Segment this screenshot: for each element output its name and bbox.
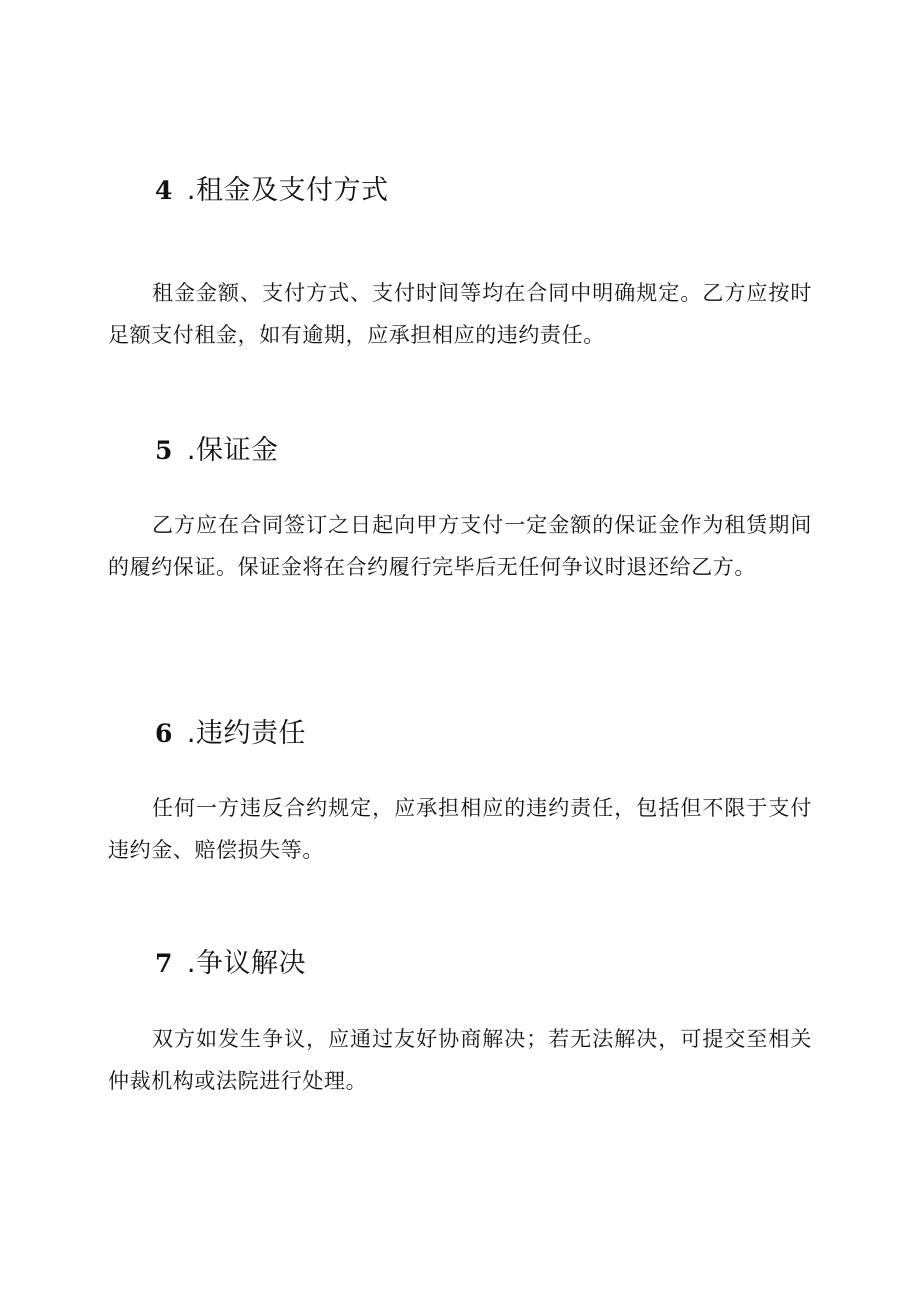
section-number: 4: [155, 176, 173, 205]
section-heading-5: [155, 431, 279, 471]
section-title: .违约责任: [186, 718, 306, 749]
section-heading-6: [155, 714, 306, 754]
section-heading-4: [155, 171, 389, 211]
section-heading-7: [155, 944, 306, 984]
section-title: .争议解决: [186, 948, 306, 979]
section-body-5: 乙方应在合同签订之日起向甲方支付一定金额的保证金作为租赁期间的履约保证。保证金将在合约履行完毕后无任何争议时退还给乙方。: [108, 513, 812, 579]
section-body-4: 租金金额、支付方式、支付时间等均在合同中明确规定。乙方应按时足额支付租金，如有逾期，应承担相应的违约责任。: [108, 281, 812, 347]
section-number: 7: [155, 949, 173, 978]
section-title: .保证金: [186, 435, 279, 466]
section-number: 6: [155, 719, 173, 748]
section-title: .租金及支付方式: [186, 175, 389, 206]
section-body-7: 双方如发生争议，应通过友好协商解决；若无法解决，可提交至相关仲裁机构或法院进行处理。: [108, 1027, 812, 1093]
section-body-6: 任何一方违反合约规定，应承担相应的违约责任，包括但不限于支付违约金、赔偿损失等。: [108, 796, 812, 862]
section-number: 5: [155, 436, 173, 465]
